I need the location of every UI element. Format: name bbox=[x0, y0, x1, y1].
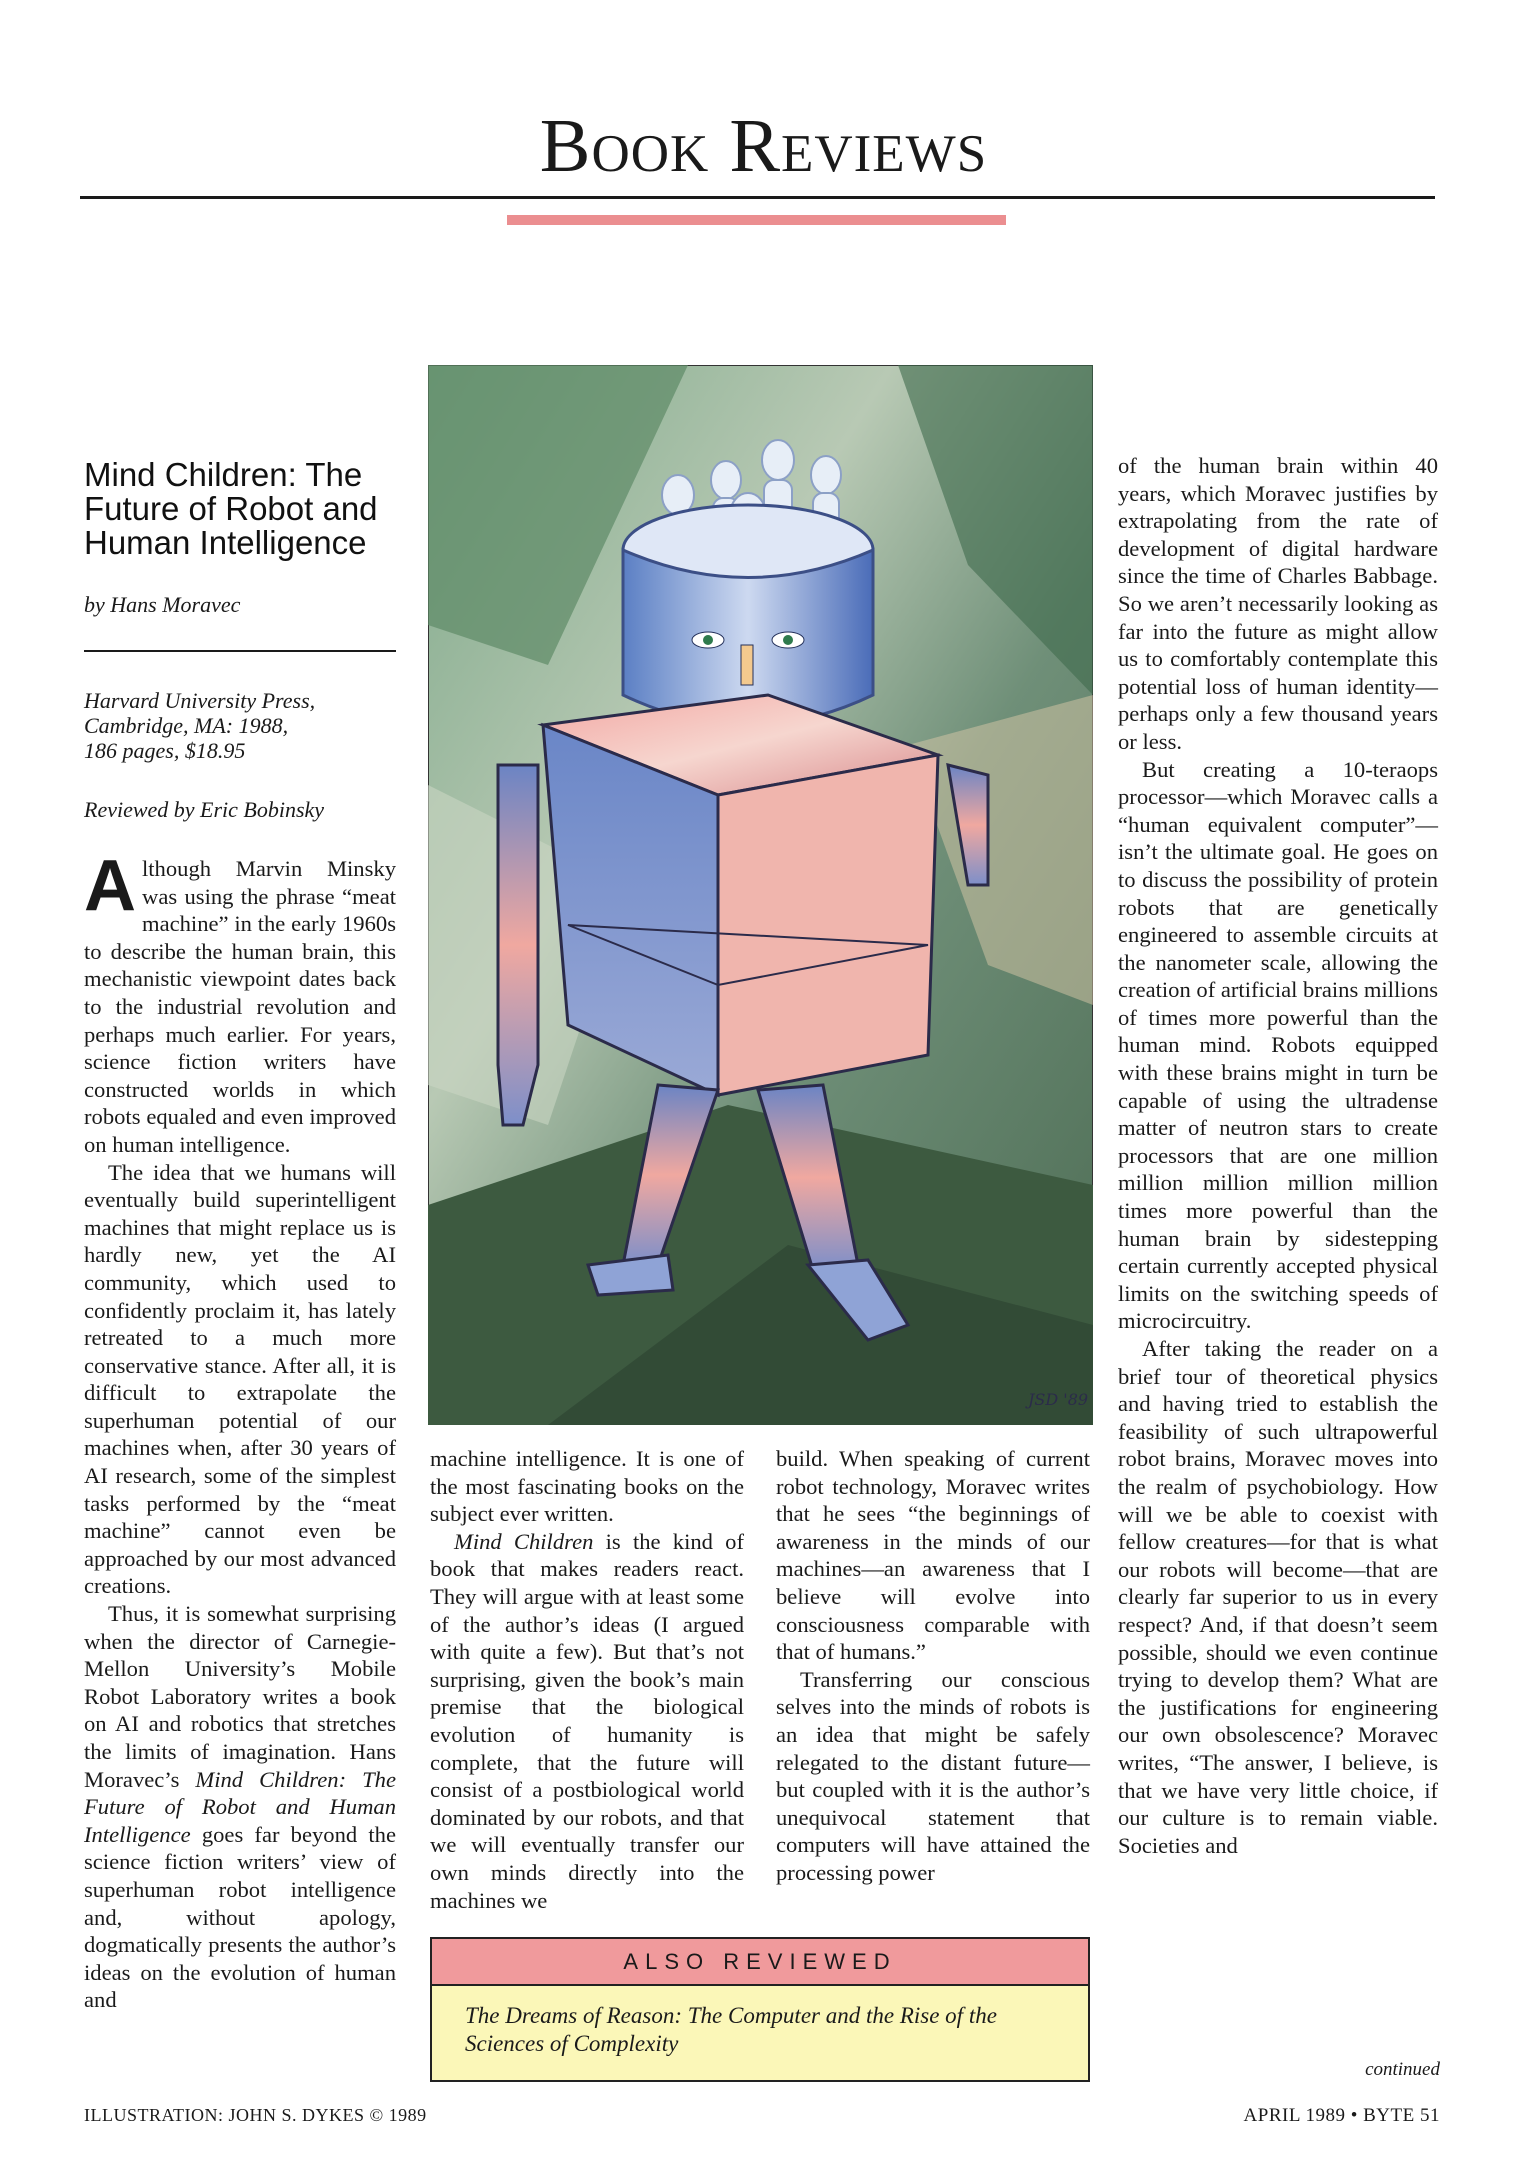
paragraph: machine intelligence. It is one of the most fascinating books on the subject ever written. bbox=[430, 1446, 744, 1527]
also-reviewed-body bbox=[432, 1986, 1088, 2080]
paragraph: build. When speaking of current robot technology, Moravec writes that he sees “the beginnings of awareness in the minds of our machines—an awareness that I believe will evolve into consciousness comparable with that of humans.” bbox=[776, 1446, 1090, 1665]
also-reviewed-header: ALSO REVIEWED bbox=[432, 1939, 1088, 1986]
book-title-reference: Mind Children bbox=[454, 1528, 594, 1554]
illustrator-signature: JSD '89 bbox=[1028, 1390, 1089, 1409]
paragraph: Transferring our conscious selves into the minds of robots is an idea that might be safely relegated to the distant future—but coupled with it is the author’s unequivocal statement that computers will have attained the processing power bbox=[776, 1666, 1090, 1885]
also-reviewed-book-title: The Dreams of Reason: The Computer and the Rise of the Sciences of Complexity bbox=[465, 2003, 997, 2056]
paragraph: After taking the reader on a brief tour of theoretical physics and having tried to establish the feasibility of such ultrapowerful robot brains, Moravec moves into the realm of psychobiology. How will we be able to coexist with fellow creatures—for that is what our robots will become—that are clearly far superior to us in every respect? And, if that doesn’t seem possible, should we even continue trying to develop them? What are the justifications for engineering our own obsolescence? Moravec writes, “The answer, I believe, is that we have very little choice, if our culture is to remain viable. Societies and bbox=[1118, 1336, 1438, 1858]
book-title-reference: Mind Children: The Future of Robot and Human Intelligence bbox=[84, 1766, 396, 1847]
book-author: by Hans Moravec bbox=[84, 592, 241, 617]
paragraph: Although Marvin Minsky was using the phrase “meat machine” in the early 1960s to describe the human brain, this mechanistic viewpoint dates back to the industrial revolution and perhaps much earlier. For years, science fiction writers have constructed worlds in which robots equaled and even improved on human intelligence. bbox=[84, 846, 396, 1157]
publisher: Harvard University Press, bbox=[84, 688, 316, 713]
masthead-rule bbox=[80, 196, 1435, 199]
article-column-4 bbox=[1118, 452, 1438, 1859]
section-title: Book Reviews bbox=[539, 104, 988, 188]
article-column-2 bbox=[430, 1445, 744, 1914]
robot-illustration bbox=[428, 365, 1093, 1425]
also-reviewed-box bbox=[430, 1937, 1090, 2082]
paragraph: Thus, it is somewhat surprising when the director of Carnegie-Mellon University’s Mobile Robot Laboratory writes a book on AI and robotics that stretches the limits of imagination. Hans Moravec’s Mind Children: The Future of Robot and Human Intelligence goes far beyond the science fiction writers’ view of superhuman robot intelligence and, without apology, dogmatically presents the author’s ideas on the evolution of human and bbox=[84, 1601, 396, 2013]
masthead-accent-bar bbox=[507, 215, 1006, 225]
article-column-1 bbox=[84, 846, 396, 2014]
paragraph: But creating a 10-teraops processor—which Moravec calls a “human equivalent computer”—isn’t the ultimate goal. He goes on to discuss the possibility of protein robots that are genetically engineered to assemble circuits at the nanometer scale, allowing the creation of artificial brains millions of times more powerful than the human mind. Robots equipped with these brains might in turn be capable of using the ultradense matter of neutron stars to create processors that are one million million million million million times more powerful than the human brain by sidestepping certain currently accepted physical limits on the switching speeds of microcircuitry. bbox=[1118, 756, 1438, 1334]
reviewer-byline: Reviewed by Eric Bobinsky bbox=[84, 797, 325, 822]
drop-cap: A bbox=[84, 846, 136, 926]
paragraph: of the human brain within 40 years, which Moravec justifies by extrapolating from the rate of development of digital hardware since the time of Charles Babbage. So we aren’t necessarily looking as far into the future as might allow us to comfortably contemplate this potential loss of human identity—perhaps only a few thousand years or less. bbox=[1118, 453, 1438, 754]
illustration-credit: ILLUSTRATION: JOHN S. DYKES © 1989 bbox=[84, 2105, 427, 2125]
publication-place: Cambridge, MA: 1988, bbox=[84, 713, 289, 738]
page-folio: APRIL 1989 • BYTE 51 bbox=[1243, 2105, 1440, 2126]
info-divider bbox=[84, 650, 396, 652]
book-details: 186 pages, $18.95 bbox=[84, 738, 246, 763]
book-title: Mind Children: The Future of Robot and Human Intelligence bbox=[84, 456, 378, 561]
article-column-3 bbox=[776, 1445, 1090, 1887]
paragraph: Mind Children is the kind of book that makes readers react. They will argue with at least some of the author’s ideas (I argued with quite a few). But that’s not surprising, given the book’s main premise that the biological evolution of humanity is complete, that the future will consist of a postbiological world dominated by our robots, and that we will eventually transfer our own minds directly into the machines we bbox=[430, 1528, 744, 1913]
continued-label: continued bbox=[1365, 2059, 1440, 2080]
paragraph: The idea that we humans will eventually build superintelligent machines that might replace us is hardly new, yet the AI community, which used to confidently proclaim it, has lately retreated to a much more conservative stance. After all, it is difficult to extrapolate the superhuman potential of our machines when, after 30 years of AI research, some of the simplest tasks performed by the “meat machine” cannot even be approached by our most advanced creations. bbox=[84, 1159, 396, 1599]
